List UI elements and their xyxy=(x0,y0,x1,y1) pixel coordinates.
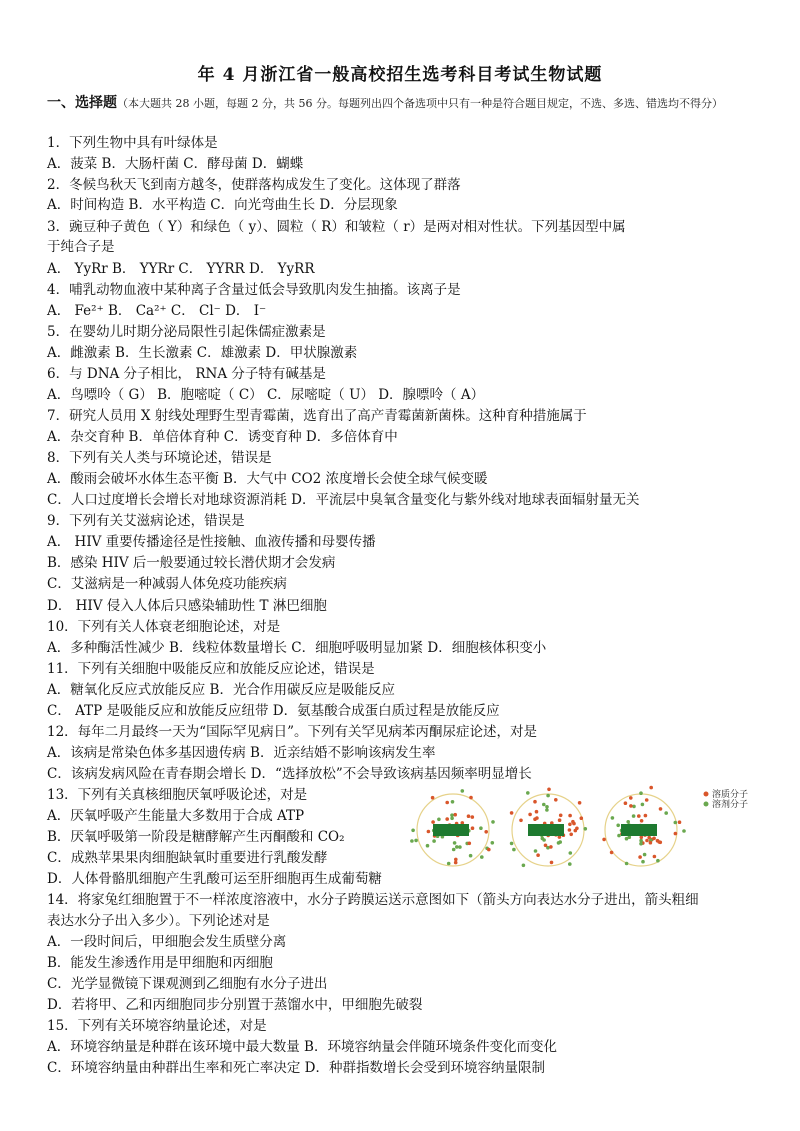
solvent-legend-marker xyxy=(704,802,709,807)
question-line: A．时间构造 B．水平构造 C．向光弯曲生长 D．分层现象 xyxy=(47,197,398,213)
molecule-dot xyxy=(653,855,657,859)
molecule-dot xyxy=(458,845,462,849)
question-line: 14．将家兔红细胞置于不一样浓度溶液中，水分子跨膜运送示意图如下（箭头方向表达水分子进出，箭头粗细 xyxy=(47,892,699,908)
question-line: A．多种酶活性减少 B．线粒体数量增长 C．细胞呼吸明显加紧 D．细胞核体积变小 xyxy=(47,640,547,656)
molecule-dot xyxy=(637,814,641,818)
water-arrow-icon xyxy=(433,824,469,836)
molecule-dot xyxy=(559,814,563,818)
molecule-dot xyxy=(471,826,475,830)
molecule-dot xyxy=(512,848,516,852)
molecule-dot xyxy=(616,824,620,828)
solute-legend-label: 溶质分子 xyxy=(712,790,749,800)
question-line: A． Fe²⁺ B． Ca²⁺ C． Cl⁻ D． I⁻ xyxy=(47,303,267,319)
molecule-dot xyxy=(568,862,572,866)
molecule-dot xyxy=(557,841,561,845)
molecule-dot xyxy=(426,844,430,848)
question-line: 13．下列有关真核细胞厌氧呼吸论述，对是 xyxy=(47,787,308,803)
molecule-dot xyxy=(625,837,629,841)
molecule-dot xyxy=(639,791,643,795)
molecule-dot xyxy=(547,788,551,792)
molecule-dot xyxy=(674,821,678,825)
molecule-dot xyxy=(578,801,582,805)
molecule-dot xyxy=(674,832,678,836)
question-line: A．酸雨会破坏水体生态平衡 B．大气中 CO2 浓度增长会使全球气候变暖 xyxy=(47,471,488,487)
molecule-dot xyxy=(535,816,539,820)
molecule-dot xyxy=(546,794,550,798)
molecule-dot xyxy=(569,833,573,837)
water-arrow-icon xyxy=(621,824,657,836)
molecule-dot xyxy=(526,791,530,795)
question-line: A．雌激素 B．生长激素 C．雄激素 D．甲状腺激素 xyxy=(47,345,358,361)
molecule-dot xyxy=(447,862,451,866)
molecule-dot xyxy=(471,815,475,819)
molecule-dot xyxy=(649,786,653,790)
question-line: C．环境容纳量由种群出生率和死亡率决定 D．种群指数增长会受到环境容纳量限制 xyxy=(47,1060,545,1076)
molecule-dot xyxy=(664,811,668,815)
molecule-dot xyxy=(571,820,575,824)
molecule-dot xyxy=(549,845,553,849)
molecule-dot xyxy=(445,801,449,805)
molecule-dot xyxy=(610,851,614,855)
molecule-dot xyxy=(411,829,415,833)
molecule-dot xyxy=(487,848,491,852)
question-line: 6．与 DNA 分子相比， RNA 分子特有碱基是 xyxy=(47,366,326,382)
molecule-dot xyxy=(510,842,514,846)
molecule-dot xyxy=(437,818,441,822)
molecule-dot xyxy=(657,840,661,844)
molecule-dot xyxy=(491,820,495,824)
molecule-dot xyxy=(452,848,456,852)
section-heading: 一、选择题 xyxy=(47,95,117,111)
solute-legend-marker xyxy=(704,792,709,797)
molecule-dot xyxy=(453,841,457,845)
solvent-legend-label: 溶剂分子 xyxy=(712,800,749,810)
water-arrow-icon xyxy=(528,824,564,836)
molecule-dot xyxy=(542,838,546,842)
molecule-dot xyxy=(519,819,523,823)
question-line: A．杂交育种 B．单倍体育种 C．诱变育种 D．多倍体育中 xyxy=(47,429,398,445)
molecule-dot xyxy=(639,842,643,846)
molecule-dot xyxy=(656,859,660,863)
molecule-dot xyxy=(641,860,645,864)
question-line: A．厌氧呼吸产生能量大多数用于合成 ATP xyxy=(47,808,305,824)
molecule-dot xyxy=(574,829,578,833)
molecule-dot xyxy=(427,830,431,834)
question-line: 12．每年二月最终一天为“国际罕见病日”。下列有关罕见病苯丙酮尿症论述，对是 xyxy=(47,724,537,740)
molecule-dot xyxy=(484,830,488,834)
question-line: B．能发生渗透作用是甲细胞和丙细胞 xyxy=(47,955,273,971)
molecule-dot xyxy=(629,804,633,808)
molecule-dot xyxy=(479,826,483,830)
molecule-dot xyxy=(461,789,465,793)
molecule-dot xyxy=(644,814,648,818)
molecule-dot xyxy=(534,849,538,853)
question-line: 于纯合子是 xyxy=(47,239,115,255)
molecule-dot xyxy=(568,823,572,827)
question-line: 3．豌豆种子黄色（ Y）和绿色（ y）、圆粒（ R）和皱粒（ r）是两对相对性状。下列基因型中属 xyxy=(47,219,626,235)
molecule-dot xyxy=(510,811,514,815)
question-line: A． HIV 重要传播途径是性接触、血液传播和母婴传播 xyxy=(47,534,376,550)
molecule-dot xyxy=(545,808,549,812)
molecule-dot xyxy=(640,819,644,823)
molecule-dot xyxy=(467,814,471,818)
molecule-dot xyxy=(491,841,495,845)
question-line: D． HIV 侵入人体后只感染辅助性 T 淋巴细胞 xyxy=(47,598,327,614)
molecule-dot xyxy=(445,817,449,821)
question-line: A． YyRr B． YYRr C． YYRR D． YyRR xyxy=(47,261,315,277)
question-line: C．成熟苹果果肉细胞缺氧时重要进行乳酸发酵 xyxy=(47,850,328,866)
question-line: 10．下列有关人体衰老细胞论述，对是 xyxy=(47,619,281,635)
molecule-dot xyxy=(414,839,418,843)
molecule-dot xyxy=(454,861,458,865)
molecule-dot xyxy=(550,861,554,865)
question-line: 1．下列生物中具有叶绿体是 xyxy=(47,135,218,151)
molecule-dot xyxy=(617,834,621,838)
question-line: A．一段时间后，甲细胞会发生质壁分离 xyxy=(47,934,287,950)
molecule-dot xyxy=(450,813,454,817)
molecule-dot xyxy=(649,841,653,845)
molecule-dot xyxy=(568,828,572,832)
molecule-dot xyxy=(528,813,532,817)
molecule-dot xyxy=(536,853,540,857)
question-line: A．糖氧化反应式放能反应 B．光合作用碳反应是吸能反应 xyxy=(47,682,395,698)
molecule-dot xyxy=(480,855,484,859)
question-line: 7．研究人员用 X 射线处理野生型青霉菌，选育出了高产青霉菌新菌株。这种育种措施属于 xyxy=(47,408,587,424)
molecule-dot xyxy=(625,862,629,866)
molecule-dot xyxy=(602,838,606,842)
question-line: 9．下列有关艾滋病论述，错误是 xyxy=(47,513,245,529)
question-line: C．光学显微镜下课观测到乙细胞有水分子进出 xyxy=(47,976,328,992)
question-line: C．人口过度增长会增长对地球资源消耗 D．平流层中臭氧含量变化与紫外线对地球表面辐射量无关 xyxy=(47,492,640,508)
molecule-dot xyxy=(580,816,584,820)
molecule-dot xyxy=(454,858,458,862)
question-line: B．感染 HIV 后一般要通过较长潜伏期才会发病 xyxy=(47,555,336,571)
molecule-dot xyxy=(632,805,636,809)
question-line: 2．冬候鸟秋天飞到南方越冬，使群落构成发生了变化。这体现了群落 xyxy=(47,177,461,193)
section-note: （本大题共 28 小题，每题 2 分，共 56 分。每题列出四个备选项中只有一种是符合题目规定，不选、多选、错选均不得分） xyxy=(117,97,723,110)
molecule-dot xyxy=(544,844,548,848)
question-line: A．环境容纳量是种群在该环境中最大数量 B．环境容纳量会伴随环境条件变化而变化 xyxy=(47,1039,557,1055)
molecule-dot xyxy=(640,836,644,840)
molecule-dot xyxy=(468,842,472,846)
question-line: A．菠菜 B．大肠杆菌 C．酵母菌 D．蝴蝶 xyxy=(47,156,304,172)
exam-title: 年 4 月浙江省一般高校招生选考科目考试生物试题 xyxy=(197,65,603,85)
molecule-dot xyxy=(682,829,686,833)
molecule-dot xyxy=(643,853,647,857)
molecule-dot xyxy=(431,820,435,824)
molecule-dot xyxy=(569,851,573,855)
molecule-dot xyxy=(611,816,615,820)
molecule-dot xyxy=(450,817,454,821)
molecule-dot xyxy=(632,814,636,818)
molecule-dot xyxy=(533,800,537,804)
molecule-dot xyxy=(431,796,435,800)
question-line: C． ATP 是吸能反应和放能反应纽带 D．氨基酸合成蛋白质过程是放能反应 xyxy=(47,703,500,719)
question-line: 表达水分子出入多少）。下列论述对是 xyxy=(47,913,270,929)
molecule-dot xyxy=(453,813,457,817)
question-line: 11．下列有关细胞中吸能反应和放能反应论述，错误是 xyxy=(47,661,375,677)
molecule-dot xyxy=(451,800,455,804)
question-line: D．若将甲、乙和丙细胞同步分别置于蒸馏水中，甲细胞先破裂 xyxy=(47,997,423,1013)
molecule-dot xyxy=(641,803,645,807)
question-line: C．艾滋病是一种减弱人体免疫功能疾病 xyxy=(47,576,287,592)
molecule-dot xyxy=(638,855,642,859)
molecule-dot xyxy=(645,798,649,802)
question-line: A．鸟嘌呤（ G） B．胞嘧啶（ C） C．尿嘧啶（ U） D．腺嘌呤（ A） xyxy=(47,387,485,403)
molecule-dot xyxy=(432,839,436,843)
molecule-dot xyxy=(639,839,643,843)
molecule-dot xyxy=(455,845,459,849)
molecule-dot xyxy=(645,839,649,843)
molecule-dot xyxy=(410,839,414,843)
molecule-dot xyxy=(659,807,663,811)
molecule-dot xyxy=(522,864,526,868)
question-line: B．厌氧呼吸第一阶段是糖酵解产生丙酮酸和 CO₂ xyxy=(47,829,345,845)
molecule-dot xyxy=(624,801,628,805)
molecule-dot xyxy=(558,818,562,822)
question-line: 4．哺乳动物血液中某种离子含量过低会导致肌肉发生抽搐。该离子是 xyxy=(47,282,461,298)
question-line: 8．下列有关人类与环境论述，错误是 xyxy=(47,450,272,466)
molecule-dot xyxy=(535,810,539,814)
question-line: D．人体骨骼肌细胞产生乳酸可运至肝细胞再生成葡萄糖 xyxy=(47,871,382,887)
osmosis-diagram xyxy=(408,784,768,876)
molecule-dot xyxy=(568,814,572,818)
molecule-dot xyxy=(554,798,558,802)
molecule-dot xyxy=(629,796,633,800)
section-header xyxy=(47,94,767,113)
question-line: A．该病是常染色体多基因遗传病 B．近亲结婚不影响该病发生率 xyxy=(47,745,436,761)
molecule-dot xyxy=(545,805,549,809)
molecule-dot xyxy=(626,820,630,824)
molecule-dot xyxy=(469,854,473,858)
molecule-dot xyxy=(584,827,588,831)
molecule-dot xyxy=(678,820,682,824)
molecule-dot xyxy=(542,803,546,807)
question-line: 5．在婴幼儿时期分泌局限性引起侏儒症激素是 xyxy=(47,324,326,340)
question-line: 15．下列有关环境容纳量论述，对是 xyxy=(47,1018,267,1034)
molecule-dot xyxy=(469,796,473,800)
question-line: C．该病发病风险在青春期会增长 D．“选择放松”不会导致该病基因频率明显增长 xyxy=(47,766,532,782)
